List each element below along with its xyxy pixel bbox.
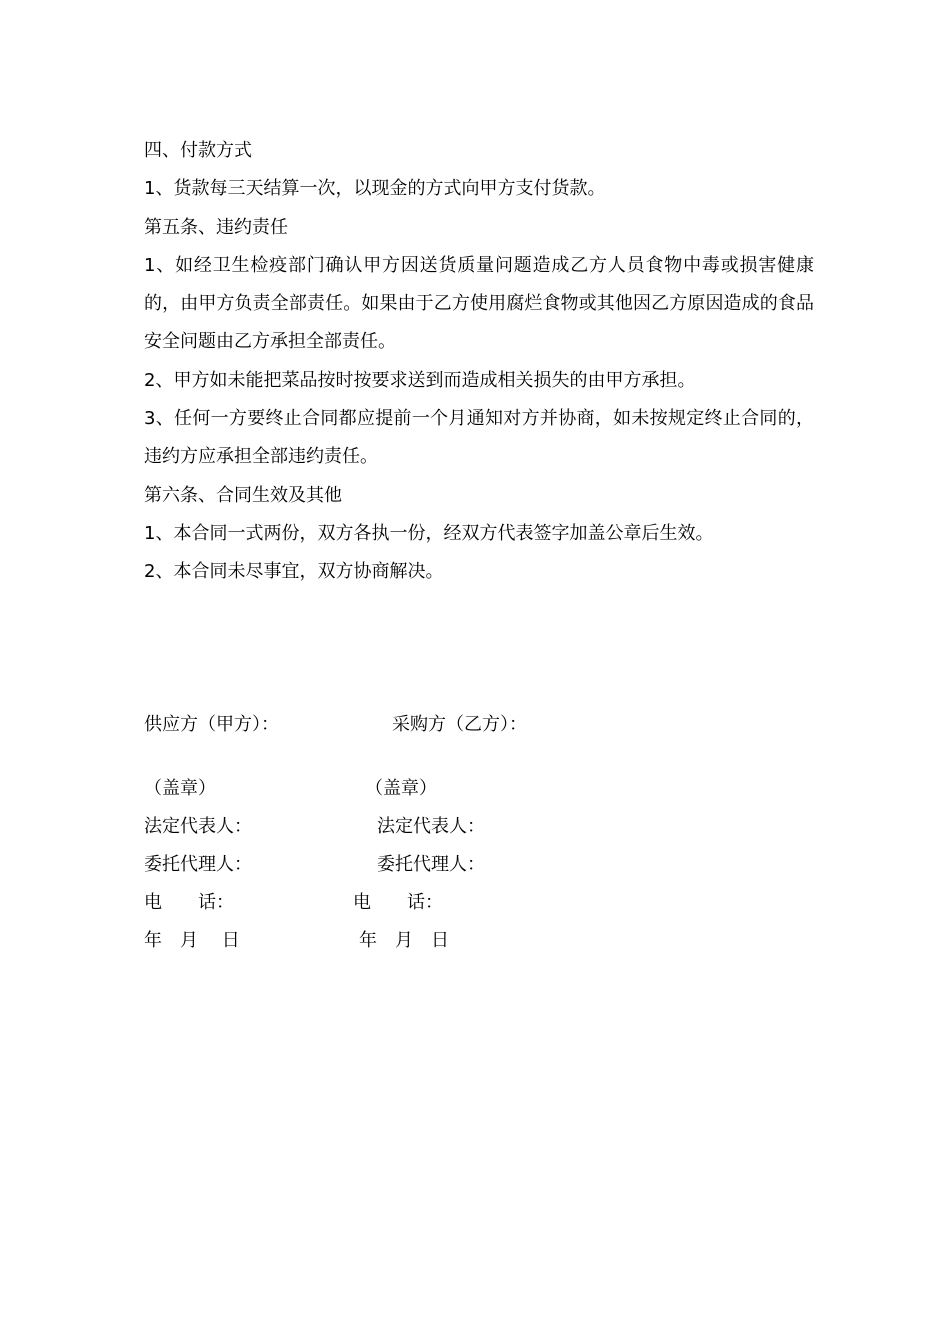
contract-body: [144, 132, 814, 592]
breach-clause-1: 1、如经卫生检疫部门确认甲方因送货质量问题造成乙方人员食物中毒或损害健康的，由甲方负责全部责任。如果由于乙方使用腐烂食物或其他因乙方原因造成的食品安全问题由乙方承担全部责任。: [144, 254, 814, 353]
date-right: 年 月 日: [359, 930, 449, 951]
section-heading-payment: 四、付款方式: [144, 140, 252, 161]
section-heading-breach: 第五条、违约责任: [144, 216, 288, 238]
payment-clause-1: 1、货款每三天结算一次，以现金的方式向甲方支付货款。: [144, 178, 606, 200]
breach-clause-2: 2、甲方如未能把菜品按时按要求送到而造成相关损失的由甲方承担。: [144, 369, 696, 391]
date-left: 年 月 日: [144, 930, 240, 951]
supplier-label: 供应方（甲方）：: [144, 714, 279, 735]
effect-clause-1: 1、本合同一式两份，双方各执一份，经双方代表签字加盖公章后生效。: [144, 522, 714, 544]
agent-left: 委托代理人：: [144, 854, 252, 875]
section-heading-effect: 第六条、合同生效及其他: [144, 484, 342, 506]
agent-right: 委托代理人：: [377, 854, 485, 875]
legal-rep-right: 法定代表人：: [377, 816, 485, 837]
buyer-label: 采购方（乙方）：: [392, 714, 527, 735]
seal-left: （盖章）: [144, 778, 216, 799]
phone-right: 电 话：: [353, 892, 443, 913]
legal-rep-left: 法定代表人：: [144, 816, 252, 837]
phone-left: 电 话：: [144, 892, 234, 913]
effect-clause-2: 2、本合同未尽事宜，双方协商解决。: [144, 561, 444, 583]
seal-right: （盖章）: [365, 778, 437, 799]
breach-clause-3: 3、任何一方要终止合同都应提前一个月通知对方并协商，如未按规定终止合同的，违约方应承担全部违约责任。: [144, 408, 814, 468]
